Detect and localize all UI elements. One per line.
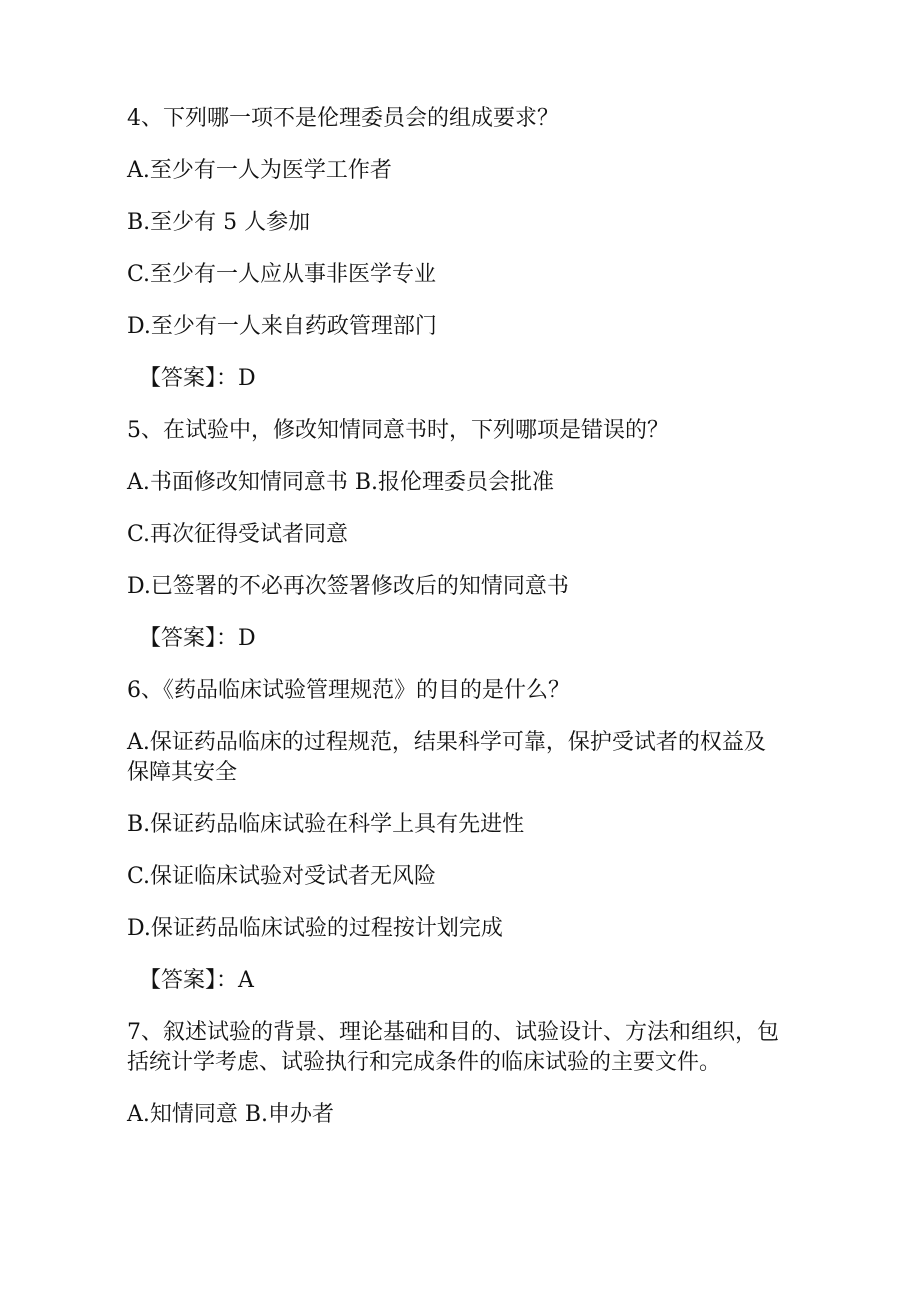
question-4-option-b: B.至少有 5 人参加 — [127, 210, 311, 235]
question-4-option-d: D.至少有一人来自药政管理部门 — [127, 314, 437, 339]
question-5-option-ab: A.书面修改知情同意书 B.报伦理委员会批准 — [127, 470, 555, 495]
question-5-option-c: C.再次征得受试者同意 — [127, 522, 349, 547]
question-6-answer: 【答案】：A — [139, 968, 254, 993]
question-4-answer: 【答案】：D — [139, 366, 256, 391]
question-7-stem: 7、叙述试验的背景、理论基础和目的、试验设计、方法和组织，包括统计学考虑、试验执行和完成条件的临床试验的主要文件。 — [127, 1020, 779, 1075]
question-7-option-ab: A.知情同意 B.申办者 — [127, 1102, 335, 1127]
question-4-option-a: A.至少有一人为医学工作者 — [127, 158, 392, 183]
question-5-stem: 5、在试验中，修改知情同意书时，下列哪项是错误的？ — [127, 418, 669, 443]
question-4-option-c: C.至少有一人应从事非医学专业 — [127, 262, 437, 287]
question-4-stem: 4、下列哪一项不是伦理委员会的组成要求？ — [127, 106, 559, 131]
question-6-option-d: D.保证药品临床试验的过程按计划完成 — [127, 916, 503, 941]
question-6-option-b: B.保证药品临床试验在科学上具有先进性 — [127, 812, 525, 837]
document-page — [127, 104, 787, 1152]
question-5-answer: 【答案】：D — [139, 626, 256, 651]
question-6-option-a: A.保证药品临床的过程规范，结果科学可靠，保护受试者的权益及保障其安全 — [127, 730, 766, 785]
question-6-option-c: C.保证临床试验对受试者无风险 — [127, 864, 437, 889]
question-5-option-d: D.已签署的不必再次签署修改后的知情同意书 — [127, 574, 569, 599]
question-6-stem: 6、《药品临床试验管理规范》的目的是什么？ — [127, 678, 570, 703]
